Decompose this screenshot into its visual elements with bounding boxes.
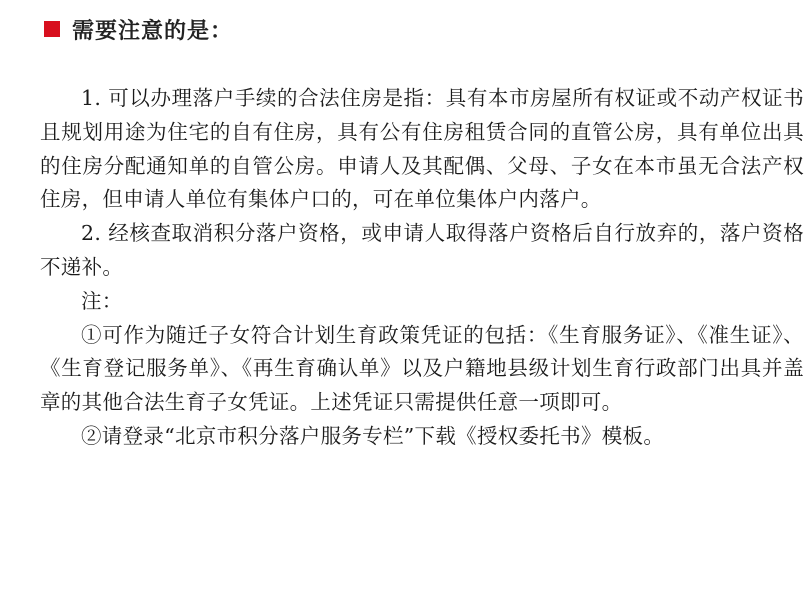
paragraph-qualification-cancellation: 2. 经核查取消积分落户资格，或申请人取得落户资格后自行放弃的，落户资格不递补。 <box>40 221 804 279</box>
paragraph-housing-requirement: 1. 可以办理落户手续的合法住房是指：具有本市房屋所有权证或不动产权证书且规划用途为住宅的自有住房，具有公有住房租赁合同的直管公房，具有单位出具的住房分配通知单的自管公房。申请人及其配偶、父母、子女在本市虽无合法产权住房，但申请人单位有集体户口的，可在单位集体户内落户。 <box>40 86 804 212</box>
section-title: 需要注意的是： <box>72 18 234 44</box>
paragraph-note-birth-certificates: ①可作为随迁子女符合计划生育政策凭证的包括：《生育服务证》、《准生证》、《生育登记服务单》、《再生育确认单》以及户籍地县级计划生育行政部门出具并盖章的其他合法生育子女凭证。上述凭证只需提供任意一项即可。 <box>40 322 804 415</box>
red-square-bullet-icon <box>44 21 60 37</box>
section-header <box>44 14 233 44</box>
paragraph-note-label: 注： <box>81 288 123 313</box>
paragraph-note-authorization-template: ②请登录“北京市积分落户服务专栏”下载《授权委托书》模板。 <box>81 423 665 448</box>
notice-body <box>40 82 804 454</box>
